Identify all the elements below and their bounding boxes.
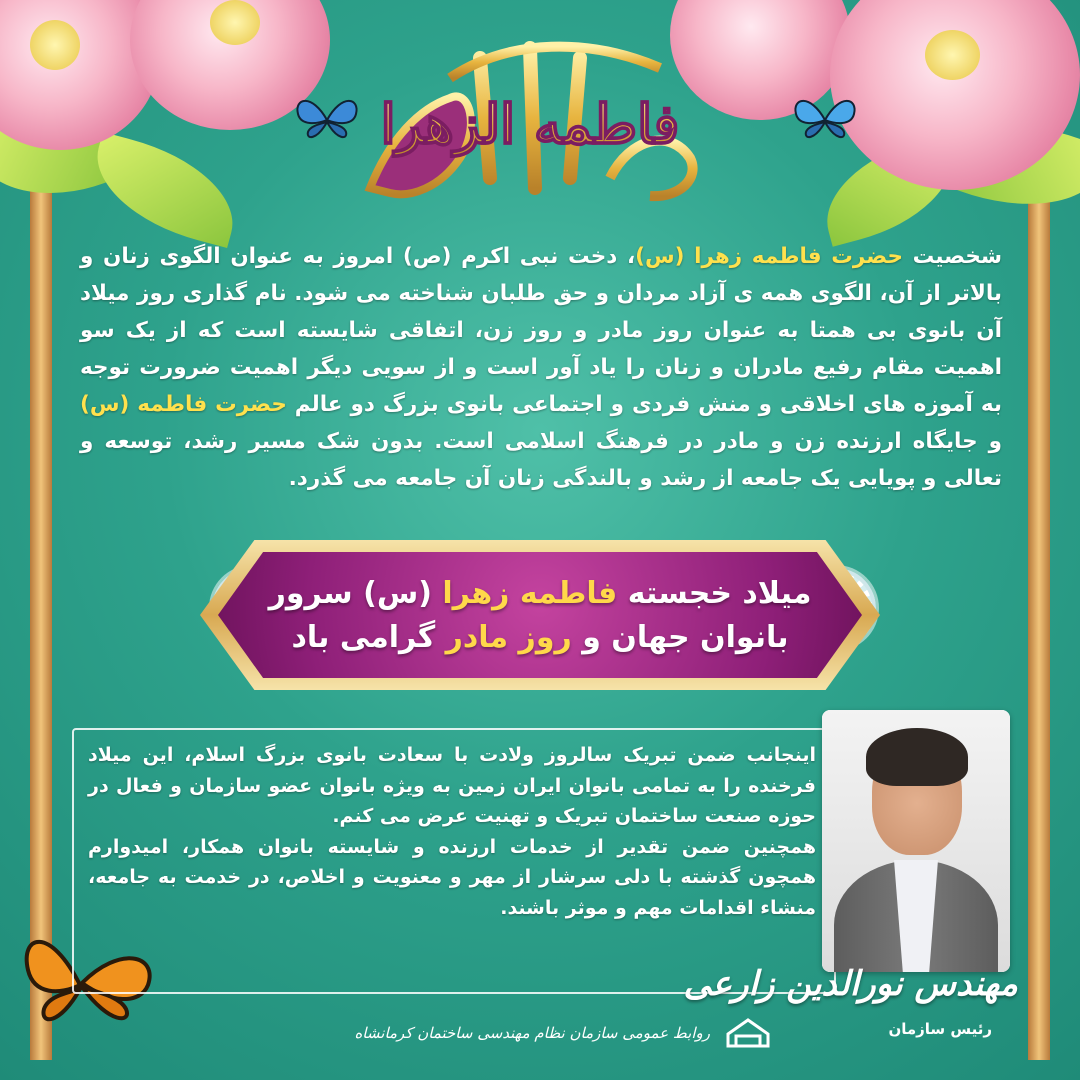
portrait-photo [822,710,1010,972]
signature-name: مهندس نورالدین زارعی [683,964,1018,1004]
calligraphy-title-text: فاطمه الزهرا [380,92,680,156]
right-pillar [1028,180,1050,1060]
footer [330,1010,770,1054]
signature-block [683,964,1022,1054]
greeting-banner [200,540,880,690]
message-paragraph: همچنین ضمن تقدیر از خدمات ارزنده و شایسته بانوان همکار، امیدوارم همچون گذشته با دلی سرشار از مهر و معنویت و اخلاص، در خدمت به جامعه، منشاء اقدامات مهم و موثر باشند. [88,835,816,919]
butterfly-icon [292,88,362,152]
message-text [88,740,816,923]
paragraph-segment: شخصیت [902,244,1002,269]
banner-line1-a: میلاد خجسته [617,576,812,611]
flower-center [30,20,80,70]
paragraph-highlight: حضرت فاطمه زهرا (س) [635,244,903,269]
butterfly-icon [790,88,860,152]
banner-line2-highlight: روز مادر [445,620,572,655]
signature-role: رئیس سازمان [888,1020,992,1038]
footer-text: روابط عمومی سازمان نظام مهندسی ساختمان کرمانشاه [354,1024,710,1042]
banner-line1-highlight: فاطمه زهرا [442,576,618,611]
banner-line2-b: گرامی باد [291,620,446,655]
paragraph-segment: ، دخت نبی اکرم (ص) امروز به عنوان الگوی زنان و بالاتر از آن، الگوی همه ی آزاد مردان و حق طلبان شناخته می شود. نام گذاری روز میلاد آن بانوی بی همتا به عنوان روز مادر و روز زن، اتفاقی شایسته است که از یک سو اهمیت مقام رفیع مادران و زنان را یاد آور است و از سویی دیگر اهمیت ضرورت توجه به آموزه های اخلاقی و منش فردی و اجتماعی بانوی بزرگ دو عالم [80,244,1002,417]
intro-paragraph [80,238,1002,497]
banner-line1-b: (س) سرور [268,576,443,611]
banner-line2-a: بانوان جهان و [571,620,789,655]
banner-text [260,572,820,660]
flower-center [210,0,260,45]
calligraphy-title-art [330,18,730,228]
paragraph-highlight: حضرت فاطمه (س) [80,392,287,417]
organization-logo-icon [726,1016,770,1048]
flower-center [925,30,980,80]
message-paragraph: اینجانب ضمن تبریک سالروز ولادت با سعادت بانوی بزرگ اسلام، این میلاد فرخنده را به تمامی بانوان ایران زمین به ویژه بانوان عضو سازمان و فعال در حوزه صنعت ساختمان تبریک و تهنیت عرض می کنم. [88,744,816,827]
paragraph-segment: و جایگاه ارزنده زن و مادر در فرهنگ اسلامی است. بدون شک مسیر رشد، توسعه و تعالی و پویایی یک جامعه از رشد و بالندگی زنان آن جامعه می گذرد. [80,429,1002,491]
